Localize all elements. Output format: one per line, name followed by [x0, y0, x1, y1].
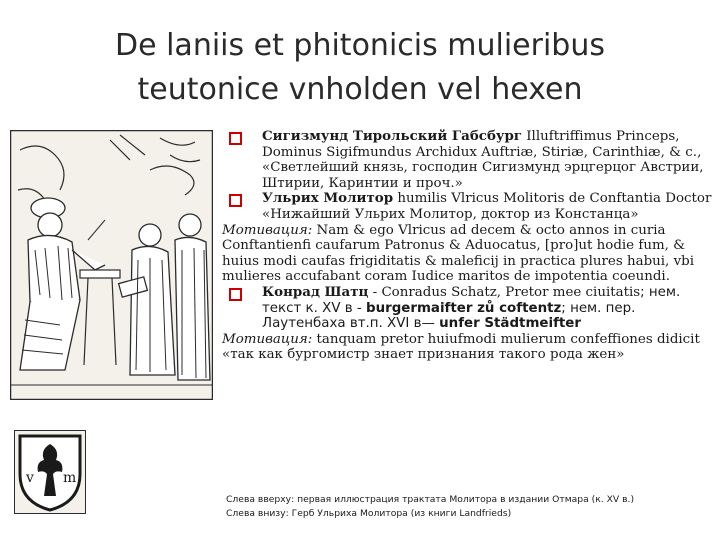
svg-text:m: m: [63, 470, 77, 486]
note-text: ; нем. текст к. XV в -: [262, 284, 681, 316]
title-line-1: De laniis et phitonicis mulieribus: [115, 28, 605, 63]
bullet-item: [222, 129, 716, 191]
motivation-text: Nam & ego Vlricus ad decem & octo annos in curia Conftantienfi caufarum Patronus & Aduocatus, [pro]ut hodie fum, & huius modi caufas frigiditatis & maleficij in practica plures habui, vbi mulieres accufabant coram Iudice maritos de impotentia coeundi.: [222, 222, 694, 285]
slide-title: [0, 24, 720, 112]
title-line-2: teutonice vnholden vel hexen: [137, 72, 583, 107]
square-bullet-icon: [229, 194, 242, 207]
square-bullet-icon: [229, 132, 242, 145]
main-content: [222, 129, 716, 363]
bullet-text: Illuftriffimus Princeps, Dominus Sigifmundus Archidux Auftriæ, Stiriæ, Carinthiæ, & c., «Светлейший князь, господин Сигизмунд эрцгерцог Австрии, Штирии, Каринтии и проч.»: [262, 129, 704, 191]
motivation-paragraph: [222, 223, 716, 285]
caption-bottom: Слева внизу: Герб Ульриха Молитора (из книги Landfrieds): [226, 508, 512, 519]
motivation-text: tanquam pretor huiufmodi mulierum confeffiones didicit «так как бургомистр знает признания такого рода жен»: [222, 331, 700, 363]
latin-text: Conradus Schatz, Pretor mee ciuitatis: [381, 284, 641, 300]
coat-of-arms-image: [14, 430, 86, 514]
person-name: Ульрих Молитор: [262, 190, 394, 207]
bullet-item: [222, 191, 716, 222]
bullet-item: [222, 285, 716, 332]
person-name: Конрад Шатц: [262, 283, 369, 300]
square-bullet-icon: [229, 288, 242, 301]
motivation-paragraph: [222, 332, 716, 363]
dash: -: [368, 284, 382, 300]
person-name: Сигизмунд Тирольский Габсбург: [262, 128, 523, 144]
german-text: burgermaifter zů coftentz: [365, 300, 562, 316]
motivation-label: Мотивация:: [222, 222, 313, 238]
motivation-label: Мотивация:: [222, 331, 313, 347]
woodcut-illustration: [10, 130, 213, 400]
german-text: unfer Städtmeifter: [439, 316, 581, 332]
bullet-text: humilis Vlricus Molitoris de Conftantia Doctor «Нижайший Ульрих Молитор, доктор из Констанца»: [262, 191, 712, 222]
note-text: ; нем. пер. Лаутенбаха вт.п. XVI в—: [262, 300, 636, 332]
caption-top: Слева вверху: первая иллюстрация трактата Молитора в издании Отмара (к. XV в.): [226, 494, 635, 505]
svg-text:v: v: [26, 470, 34, 486]
